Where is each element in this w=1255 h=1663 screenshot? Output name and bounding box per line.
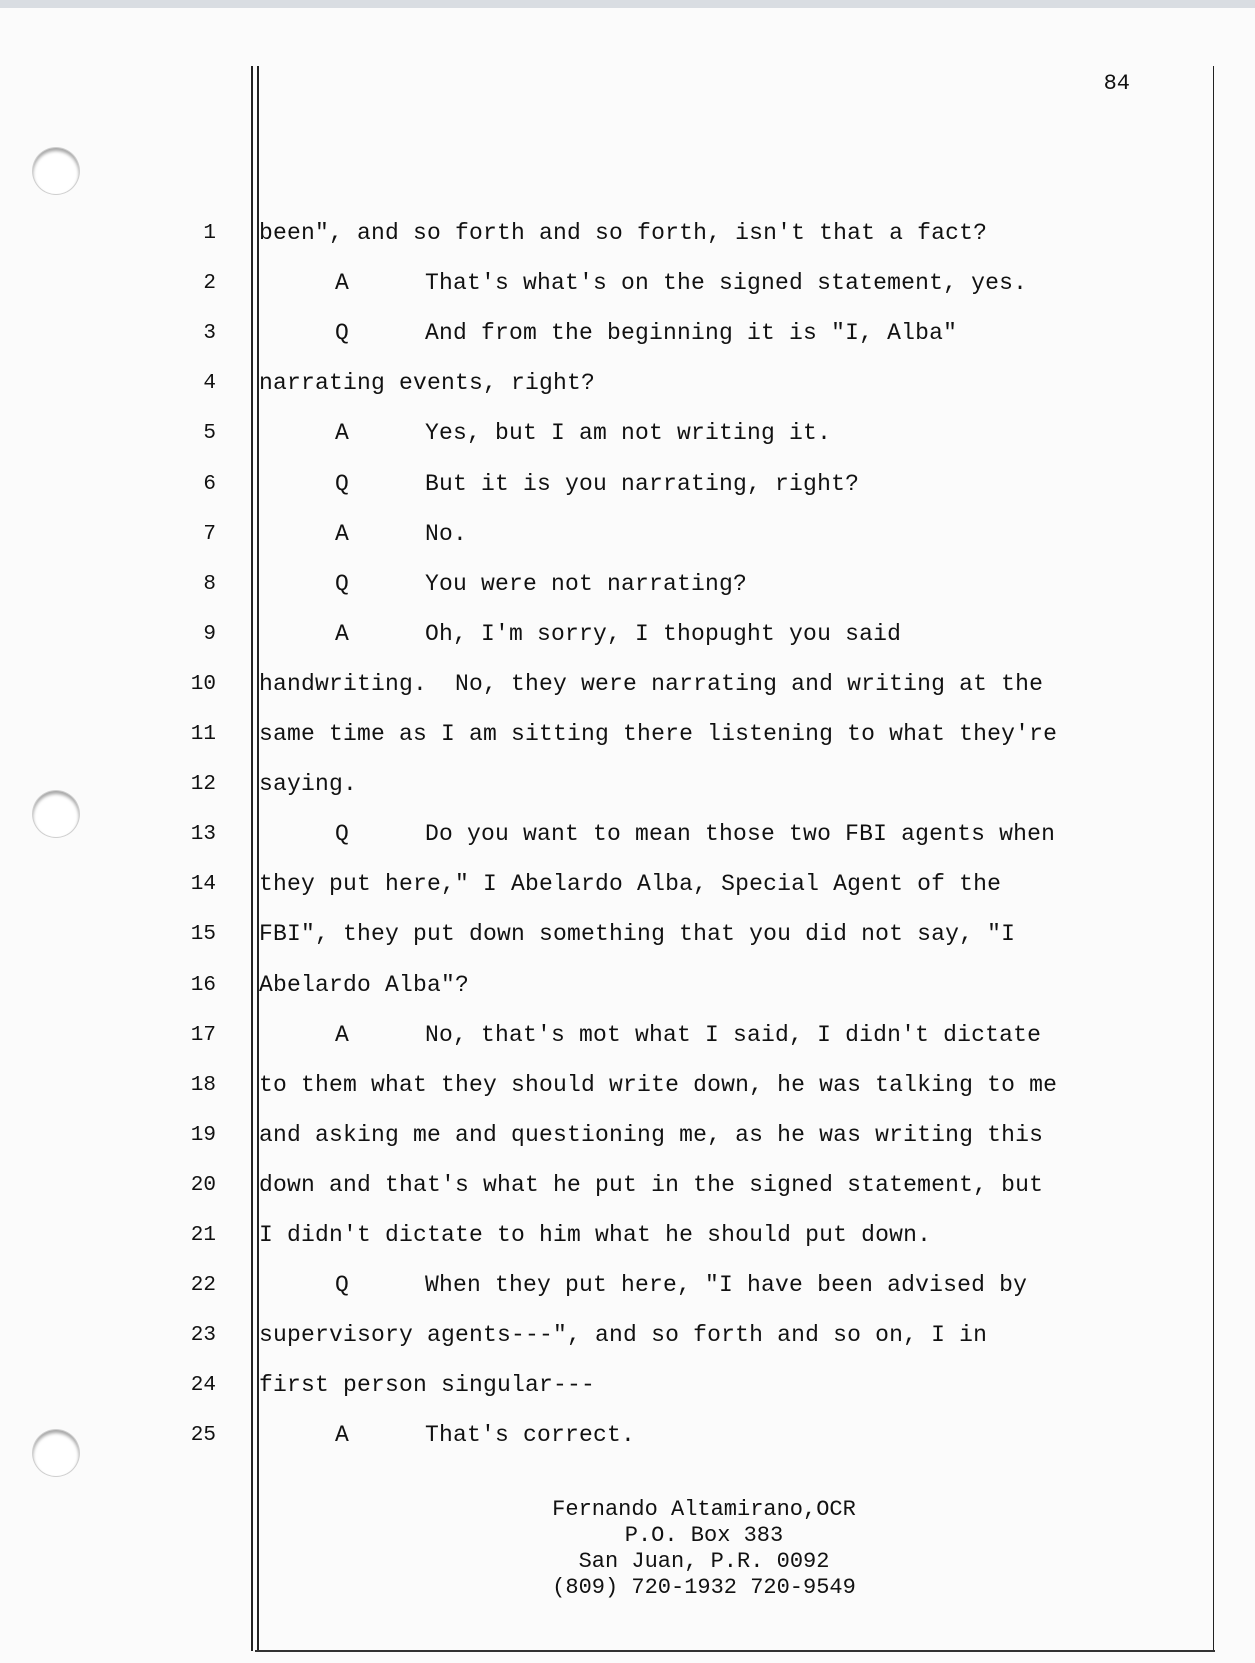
line-text: been", and so forth and so forth, isn't that a fact? [259,220,988,246]
line-number: 14 [190,873,216,896]
punch-hole-top [33,148,79,194]
page-number: 84 [1103,71,1130,96]
line-text: You were not narrating? [425,571,748,597]
line-number: 6 [203,473,216,496]
line-number: 8 [203,573,216,596]
answer-marker: A [335,521,349,547]
line-number: 18 [190,1074,216,1097]
reporter-phone: (809) 720-1932 720-9549 [552,1575,856,1600]
line-text: Abelardo Alba"? [259,972,470,998]
line-number: 15 [190,923,216,946]
line-text: That's what's on the signed statement, yes. [425,270,1028,296]
line-number: 3 [203,322,216,345]
question-marker: Q [335,1272,349,1298]
line-number: 4 [203,372,216,395]
line-number: 19 [190,1124,216,1147]
line-number: 11 [190,723,216,746]
line-text: Yes, but I am not writing it. [425,420,832,446]
margin-rule-left-outer [251,66,253,1651]
line-number: 1 [203,222,216,245]
question-marker: Q [335,471,349,497]
line-text: first person singular--- [259,1372,596,1398]
line-text: No, that's mot what I said, I didn't dictate [425,1022,1042,1048]
line-text: That's correct. [425,1422,636,1448]
line-text: No. [425,521,468,547]
line-text: they put here," I Abelardo Alba, Special Agent of the [259,871,1002,897]
line-text: saying. [259,771,358,797]
answer-marker: A [335,420,349,446]
reporter-address-1: P.O. Box 383 [624,1523,784,1548]
line-number: 9 [203,623,216,646]
line-text: Do you want to mean those two FBI agents when [425,821,1056,847]
line-text: FBI", they put down something that you did not say, "I [259,921,1016,947]
punch-hole-middle [33,791,79,837]
line-text: Oh, I'm sorry, I thopught you said [425,621,902,647]
margin-rule-right [1213,66,1214,1651]
line-number: 13 [190,823,216,846]
line-text: supervisory agents---", and so forth and so on, I in [259,1322,988,1348]
line-text: down and that's what he put in the signed statement, but [259,1172,1044,1198]
line-number: 10 [190,673,216,696]
line-number: 24 [190,1374,216,1397]
line-text: same time as I am sitting there listening to what they're [259,721,1058,747]
line-text: and asking me and questioning me, as he was writing this [259,1122,1044,1148]
reporter-name: Fernando Altamirano,OCR [552,1497,856,1522]
line-text: And from the beginning it is "I, Alba" [425,320,958,346]
scan-top-edge [0,0,1255,8]
margin-rule-left-inner [257,66,259,1651]
line-number: 22 [190,1274,216,1297]
line-text: When they put here, "I have been advised by [425,1272,1028,1298]
question-marker: Q [335,571,349,597]
line-number: 23 [190,1324,216,1347]
line-text: to them what they should write down, he was talking to me [259,1072,1058,1098]
line-text: I didn't dictate to him what he should put down. [259,1222,932,1248]
line-text: handwriting. No, they were narrating and writing at the [259,671,1044,697]
reporter-address-2: San Juan, P.R. 0092 [578,1549,830,1574]
question-marker: Q [335,821,349,847]
punch-hole-bottom [33,1430,79,1476]
line-number: 7 [203,523,216,546]
line-number: 21 [190,1224,216,1247]
bottom-rule [255,1650,1215,1652]
line-number: 12 [190,773,216,796]
line-text: narrating events, right? [259,370,596,396]
question-marker: Q [335,320,349,346]
answer-marker: A [335,621,349,647]
line-number: 5 [203,422,216,445]
line-number: 17 [190,1024,216,1047]
line-text: But it is you narrating, right? [425,471,860,497]
answer-marker: A [335,1022,349,1048]
answer-marker: A [335,270,349,296]
line-number: 16 [190,974,216,997]
line-number: 2 [203,272,216,295]
answer-marker: A [335,1422,349,1448]
line-number: 20 [190,1174,216,1197]
line-number: 25 [190,1424,216,1447]
